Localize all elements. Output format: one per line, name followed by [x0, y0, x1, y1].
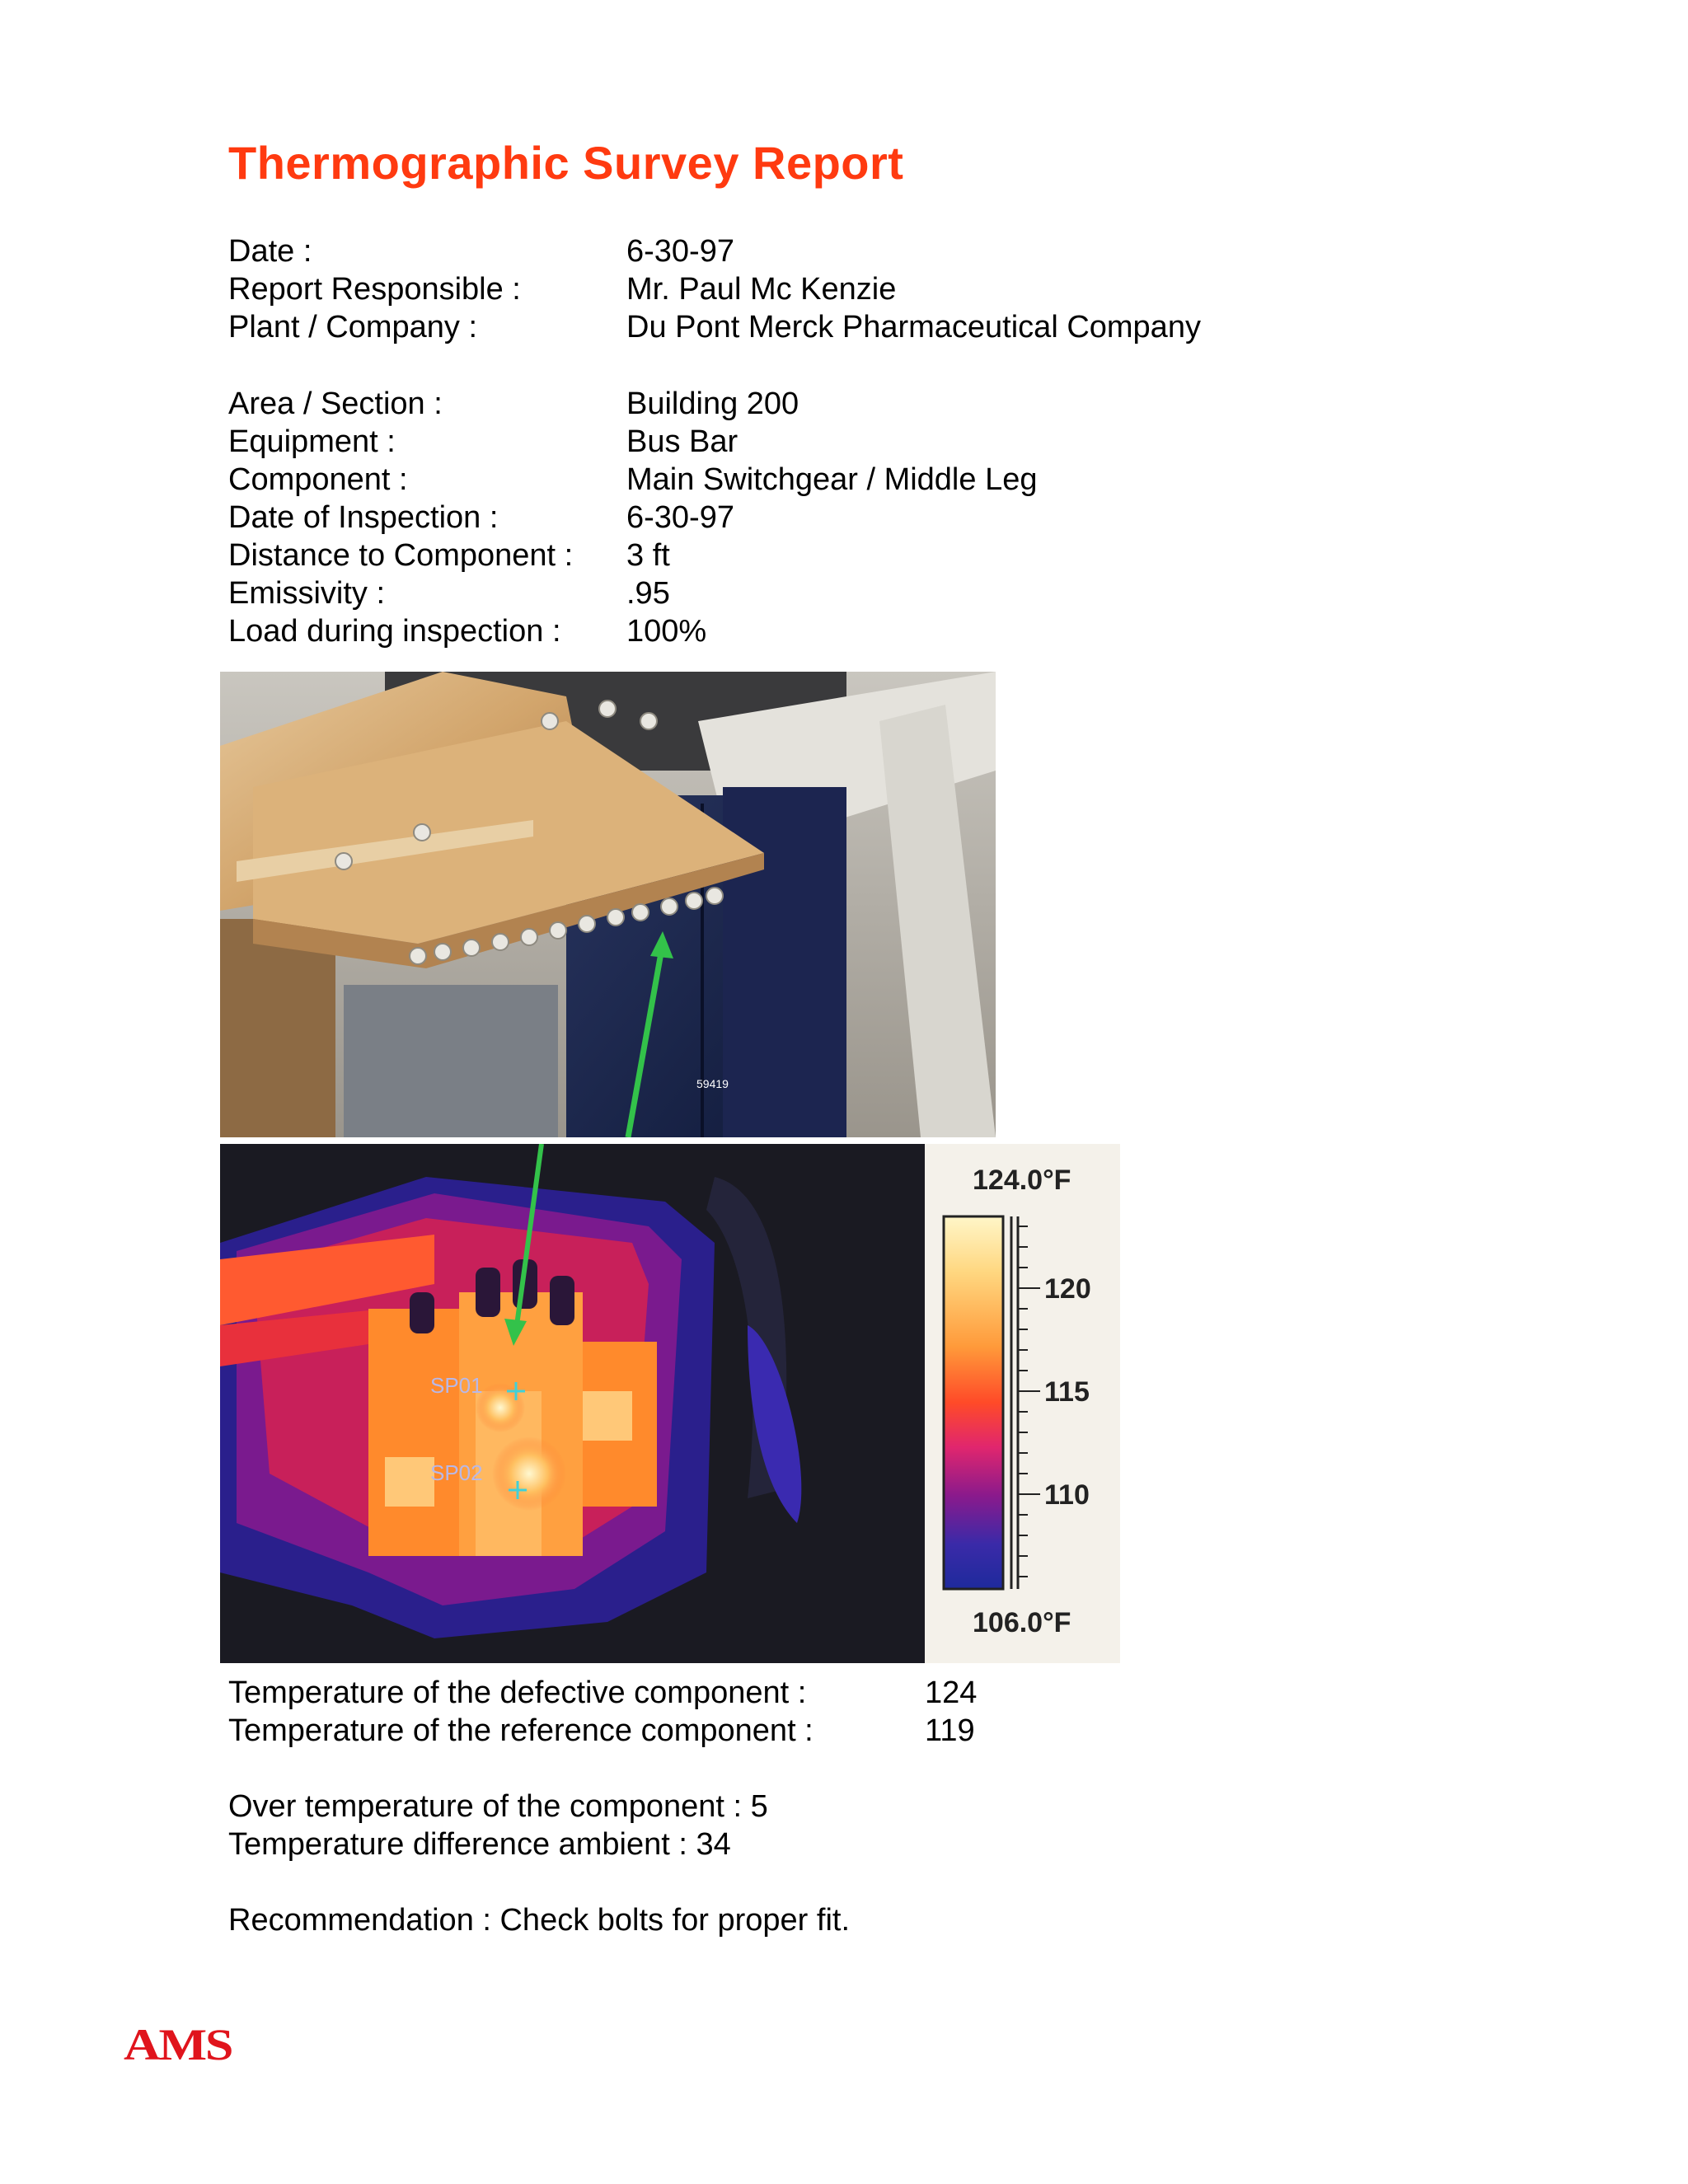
scale-max-label: 124.0°F: [973, 1165, 1071, 1196]
scale-min-label: 106.0°F: [973, 1607, 1071, 1638]
spot-label-sp02: SP02: [430, 1460, 483, 1485]
field-value: Main Switchgear / Middle Leg: [626, 462, 1038, 497]
result-label: Temperature of the reference component :: [228, 1713, 814, 1748]
result-value: 124: [925, 1675, 978, 1710]
scale-tick-120: 120: [1044, 1273, 1091, 1305]
color-scale-bar: [944, 1216, 1003, 1589]
field-label: Component :: [228, 462, 408, 497]
scale-tick-115: 115: [1044, 1376, 1090, 1408]
spot-label-sp01: SP01: [430, 1373, 483, 1398]
switchgear-photo: [220, 672, 996, 1137]
field-label: Load during inspection :: [228, 614, 561, 649]
field-value: Du Pont Merck Pharmaceutical Company: [626, 310, 1201, 344]
result-defective: [228, 1674, 978, 1712]
scale-tick-110: 110: [1044, 1479, 1090, 1511]
field-value: .95: [626, 576, 670, 611]
result-reference: [228, 1712, 975, 1750]
thermal-image: [220, 1144, 1120, 1663]
result-label: Temperature of the defective component :: [228, 1675, 807, 1710]
field-label: Area / Section :: [228, 387, 443, 421]
result-value: 119: [925, 1713, 975, 1748]
breaker-label: 59419: [696, 1077, 729, 1090]
field-value: 3 ft: [626, 538, 670, 573]
field-value: 100%: [626, 614, 707, 649]
field-value: Building 200: [626, 387, 799, 421]
report-title: Thermographic Survey Report: [228, 137, 904, 189]
field-value: 6-30-97: [626, 500, 734, 535]
field-label: Date of Inspection :: [228, 500, 499, 535]
recommendation: Recommendation : Check bolts for proper fit.: [228, 1903, 851, 1938]
result-ambient-difference: Temperature difference ambient : 34: [228, 1827, 731, 1862]
field-label: Plant / Company :: [228, 310, 478, 344]
result-over-temperature: Over temperature of the component : 5: [228, 1789, 768, 1824]
field-value: Bus Bar: [626, 424, 738, 459]
field-value: Mr. Paul Mc Kenzie: [626, 272, 897, 307]
field-label: Distance to Component :: [228, 538, 574, 573]
field-label: Report Responsible :: [228, 272, 521, 307]
field-label: Equipment :: [228, 424, 396, 459]
field-label: Emissivity :: [228, 576, 385, 611]
field-value: 6-30-97: [626, 234, 734, 269]
field-label: Date :: [228, 234, 312, 269]
ams-logo: AMS: [124, 2020, 232, 2069]
